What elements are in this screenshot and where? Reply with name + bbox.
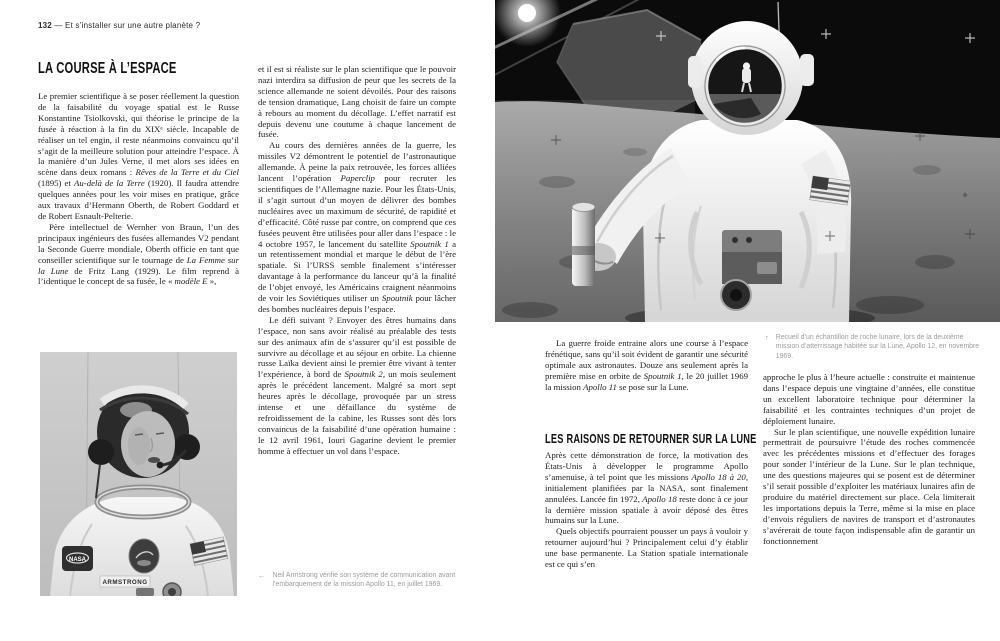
section-title-course-espace: LA COURSE À L’ESPACE: [38, 60, 177, 77]
paragraph: et il est si réaliste sur le plan scientifique que le pouvoir nazi interdira sa diffusion de peur que les secrets de la science allemande ne soient dévoilés. Pour des raisons de tension dramatique, Lang choisit de faire un compte à rebours au moment du décollage. L’effet narratif est depuis devenu une coutume à chaque lancement de fusée.: [258, 64, 456, 140]
caption-text: Recueil d’un échantillon de roche lunaire, lors de la deuxième mission d’atterrissage habitée sur la Lune, Apollo 12, en novembre 1969.: [775, 334, 980, 360]
armstrong-photo-caption: [258, 571, 463, 590]
right-column-1-intro: [545, 338, 748, 393]
moon-photo-caption: [765, 333, 983, 361]
paragraph: Au cours des dernières années de la guerre, les missiles V2 démontrent le potentiel de l’astronautique allemande. À peine la paix retrouvée, les forces alliées lancent l’opération Paperclip pour recruter les scientifiques de l’Allemagne nazie. Pour les États-Unis, il s’agit surtout d’un moyen de délivrer des bombes nucléaires avec un maximum de sécurité, de rapidité et d’efficacité. Côté russe par contre, on comprend que ces fusées peuvent être utilisées pour aller dans l’espace : le 4 octobre 1957, le lancement du satellite Spoutnik 1 a un retentissement mondial et marque le début de l’ère spatiale. Si l’URSS semble finalement s’intéresser davantage à la performance du lanceur qu’à la finalité de l’objet envoyé, les Américains craignent néanmoins de voir les Soviétiques utiliser un Spoutnik pour lâcher des bombes nucléaires depuis l’espace.: [258, 140, 456, 314]
caption-left-arrow-icon: ←: [258, 571, 266, 580]
name-tag-label: ARMSTRONG: [102, 579, 148, 586]
paragraph: La guerre froide entraine alors une course à l’espace frénétique, sans qu’il soit évident de garantir une sécurité optimale aux astronautes. Douze ans seulement après la première mise en orbite de Spoutnik 1, le 20 juillet 1969 la mission Apollo 11 se pose sur la Lune.: [545, 338, 748, 392]
helmet-visor: [705, 46, 785, 126]
page-number: 132: [38, 21, 52, 30]
left-column-2: [258, 64, 456, 457]
armstrong-portrait-photo: [40, 352, 237, 596]
running-head: [38, 21, 200, 30]
paragraph: Quels objectifs pourraient pousser un pays à vouloir y retourner aujourd’hui ? Principalement celui d’y établir une base permanente. La Station spatiale internationale est ce qui s’en: [545, 526, 748, 570]
nasa-patch-label: NASA: [68, 557, 87, 563]
running-head-title: Et s’installer sur une autre planète ?: [65, 21, 201, 30]
name-tag: [100, 576, 150, 587]
paragraph: Le premier scientifique à se poser réellement la question de la faisabilité du voyage spatial est le Russe Konstantine Tsiolkovski, qui théorise le principe de la fusée à réaction à la fin du XIXᵉ siècle. Incapable de réaliser un tel engin, il reste néanmoins convaincu qu’il s’agit de la meilleure solution pour atteindre l’espace. À la manière d’un Jules Verne, il met alors ses idées en scène dans deux romans : Rêves de la Terre et du Ciel (1895) et Au-delà de la Terre (1920). Il faudra attendre quelques années pour les voir mises en pratique, grâce aux travaux d’Hermann Oberth, de Robert Goddard et de Robert Esnault-Pelterie.: [38, 91, 239, 221]
us-flag-patch-moon: [810, 176, 851, 205]
paragraph: Le défi suivant ? Envoyer des êtres humains dans l’espace, non sans avoir réalisé au préalable des tests sur des animaux afin de s’assurer qu’il est possible de survivre au décollage et au séjour en orbite. La chienne russe Laïka devient ainsi le premier être vivant à tenter l’expérience, à bord de Spoutnik 2, un mois seulement après le précédent lancement. Malgré sa mort sept heures après le décollage, provoquée par un stress intense et une défaillance du système de refroidissement de la cabine, les Russes sont dès lors convaincus de la faisabilité d’une opération humaine : le 12 avril 1961, Iouri Gagarine devient le premier homme à effectuer un vol dans l’espace.: [258, 314, 456, 456]
sample-container: [572, 203, 595, 287]
right-column-2: [763, 372, 975, 547]
caption-up-arrow-icon: ↑: [765, 333, 769, 342]
nasa-patch: [62, 546, 93, 571]
paragraph: Après cette démonstration de force, la motivation des États-Unis à développer le programme Apollo s’amenuise, à tel point que les missions Apollo 18 à 20, initialement planifiées par la NASA, sont finalement annulées. Lancée fin 1972, Apollo 18 reste donc à ce jour la dernière mission spatiale à avoir déposé des êtres humains sur la Lune.: [545, 450, 749, 526]
section-title-retourner-lune: LES RAISONS DE RETOURNER SUR LA LUNE: [545, 432, 757, 446]
paragraph: Père intellectuel de Wernher von Braun, l’un des principaux ingénieurs des fusées allemandes V2 pendant la Seconde Guerre mondiale, Oberth officie en tant que conseiller scientifique sur le tournage de La Femme sur la Lune de Fritz Lang (1929). Le film reprend à l’identique le concept de sa fusée, le « modèle E »,: [38, 221, 239, 287]
running-head-separator: —: [54, 21, 63, 30]
left-column-1: [38, 91, 239, 287]
paragraph: approche le plus à l’heure actuelle : construite et maintenue dans l’espace depuis une vingtaine d’années, elle constitue un excellent laboratoire technique pour déterminer la faisabilité et les contraintes techniques d’un projet de déploiement lunaire.: [763, 372, 975, 426]
caption-text: Neil Armstrong vérifie son système de communication avant l’embarquement de la mission Apollo 11, en juillet 1969.: [272, 572, 456, 589]
moon-surface-photo: [495, 0, 1000, 322]
paragraph: Sur le plan scientifique, une nouvelle expédition lunaire permettrait de poursuivre l’étude des roches commencée avec les précédentes missions et d’effectuer des forages pour sonder l’intérieur de la Lune. Sur le plan technique, une des questions majeures qui se posent est de déterminer s’il serait possible d’exploiter les matériaux lunaires afin de produire du matériel directement sur place. Cela limiterait les importations depuis la Terre, même si la mise en place d’envois réguliers de navires de transport et d’astronautes s’avérerait de toute façon indispensable afin de garantir un fonctionnement: [763, 426, 975, 546]
right-column-1: [545, 450, 748, 570]
apollo-mission-patch: [129, 539, 159, 573]
